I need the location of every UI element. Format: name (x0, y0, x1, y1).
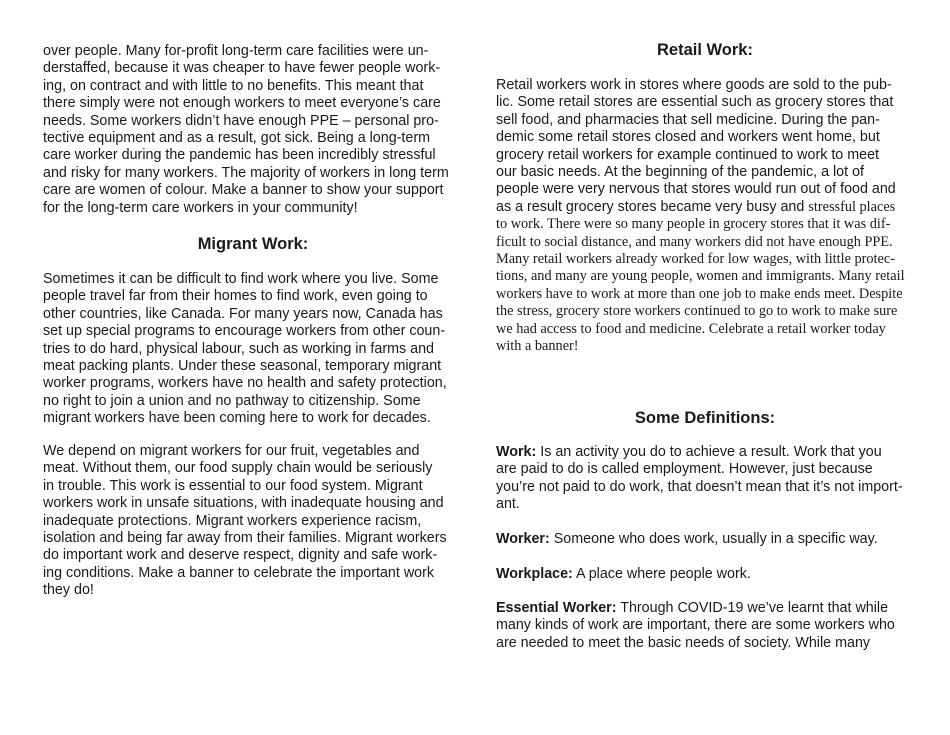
text-line: over people. Many for-profit long-term care facilities were un- (43, 43, 429, 59)
text-line: worker programs, workers have no health and safety protection, (43, 375, 447, 392)
long-term-care-paragraph (43, 43, 449, 217)
text-line (496, 444, 903, 461)
text-line: they do! (43, 582, 94, 599)
text-line: needs. Some workers didn’t have enough PPE – personal pro- (43, 112, 439, 129)
text-line: Retail workers work in stores where goods are sold to the pub- (496, 77, 892, 93)
text-line: to work. There were so many people in grocery stores that it was dif- (496, 216, 891, 233)
definition-text: Through COVID-19 we’ve learnt that while (616, 600, 889, 616)
text-line-mixed (496, 199, 905, 216)
text-line: tective equipment and as a result, got sick. Being a long-term (43, 130, 431, 147)
text-line: set up special programs to encourage workers from other coun- (43, 323, 446, 340)
text-line: ficult to social distance, and many workers did not have enough PPE. (496, 233, 893, 250)
definition-worker (496, 531, 878, 548)
migrant-work-heading: Migrant Work: (197, 235, 309, 253)
text-line (496, 600, 895, 617)
text-line: workers work in unsafe situations, with inadequate housing and (43, 495, 444, 512)
text-line: isolation and being far away from their families. Migrant workers (43, 530, 447, 547)
text-line: our basic needs. At the beginning of the pandemic, a lot of (496, 164, 864, 181)
text-line (496, 531, 878, 548)
text-line: care worker during the pandemic has been incredibly stressful (43, 147, 436, 164)
text-line: derstaffed, because it was cheaper to have fewer people work- (43, 60, 441, 77)
text-line: ing conditions. Make a banner to celebrate the important work (43, 564, 435, 581)
text-line: We depend on migrant workers for our fruit, vegetables and (43, 443, 420, 459)
text-line: demic some retail stores closed and workers went home, but (496, 129, 880, 146)
text-line: and risky for many workers. The majority of workers in long term (43, 164, 449, 181)
text-line: in trouble. This work is essential to our food system. Migrant (43, 477, 423, 494)
text-line: sell food, and pharmacies that sell medicine. During the pan- (496, 111, 880, 128)
definition-text: Is an activity you do to achieve a result. Work that you (536, 444, 882, 460)
text-line: with a banner! (496, 338, 579, 355)
definition-text: Someone who does work, usually in a specific way. (549, 531, 878, 547)
text-line: you’re not paid to do work, that doesn’t mean that it’s not import- (496, 478, 903, 495)
text-line: meat. Without them, our food supply chain would be seriously (43, 460, 433, 477)
text-line (496, 566, 751, 583)
text-line: the stress, grocery store workers continued to go to work to make sure (496, 303, 898, 320)
text-line: are needed to meet the basic needs of society. While many (496, 634, 871, 651)
definitions-heading: Some Definitions: (634, 409, 776, 427)
text-line: care are women of colour. Make a banner to show your support (43, 182, 444, 199)
term-workplace: Workplace: (496, 566, 573, 582)
migrant-paragraph-1 (43, 271, 447, 428)
text-line: people travel far from their homes to find work, even going to (43, 288, 428, 305)
text-line: workers have to work at more than one job to make ends meet. Despite (496, 285, 903, 302)
retail-work-heading: Retail Work: (657, 41, 753, 59)
term-essential-worker: Essential Worker: (496, 600, 617, 616)
text-fragment: as a result grocery stores became very busy and (496, 198, 809, 215)
text-line: meat packing plants. Under these seasonal, temporary migrant (43, 358, 442, 375)
text-line: Many retail workers already worked for low wages, with little protec- (496, 251, 895, 268)
text-line: inadequate protections. Migrant workers experience racism, (43, 512, 422, 529)
text-line: tions, and many are young people, women and immigrants. Many retail (496, 268, 905, 285)
term-work: Work: (496, 444, 537, 460)
text-line: migrant workers have been coming here to work for decades. (43, 410, 431, 427)
definition-work (496, 444, 903, 514)
migrant-paragraph-2 (43, 443, 447, 600)
definition-text: A place where people work. (572, 566, 751, 582)
text-line: there simply were not enough workers to meet everyone’s care (43, 95, 441, 112)
text-fragment-serif: stressful places (808, 198, 896, 215)
text-line: no right to join a union and no pathway to citizenship. Some (43, 392, 421, 409)
text-line: Sometimes it can be difficult to find work where you live. Some (43, 271, 439, 287)
definition-essential-worker (496, 600, 895, 652)
text-line: people were very nervous that stores would run out of food and (496, 181, 896, 198)
text-line: we had access to food and medicine. Celebrate a retail worker today (496, 320, 886, 337)
retail-paragraph (496, 77, 905, 356)
term-worker: Worker: (496, 531, 550, 547)
text-line: for the long-term care workers in your community! (43, 199, 358, 216)
text-line: other countries, like Canada. For many years now, Canada has (43, 305, 443, 322)
text-line: lic. Some retail stores are essential such as grocery stores that (496, 94, 894, 111)
text-line: ant. (496, 496, 520, 513)
text-line: do important work and deserve respect, dignity and safe work- (43, 547, 438, 564)
text-line: grocery retail workers for example continued to work to meet (496, 146, 880, 163)
text-line: tries to do hard, physical labour, such as working in farms and (43, 340, 434, 357)
definition-workplace (496, 566, 751, 583)
text-line: many kinds of work are important, there are some workers who (496, 617, 895, 634)
text-line: ing, on contract and with little to no benefits. This meant that (43, 77, 424, 94)
text-line: are paid to do is called employment. However, just because (496, 461, 873, 478)
